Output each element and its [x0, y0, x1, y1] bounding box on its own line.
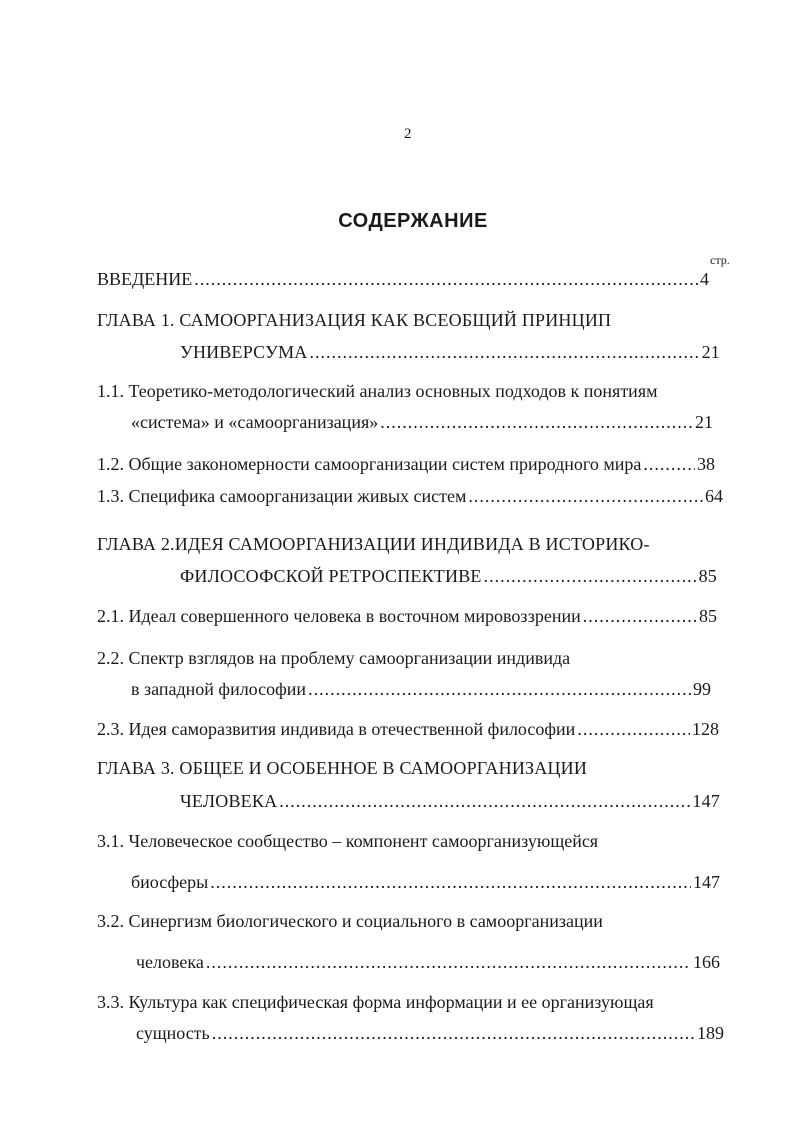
- toc-entry-chapter-3: [180, 790, 720, 812]
- toc-leader-dots: [210, 871, 691, 893]
- toc-entry-page: 99: [693, 679, 711, 699]
- toc-entry-page: 21: [695, 412, 713, 432]
- toc-entry-title: 2.3. Идея саморазвития индивида в отечественной философии: [97, 719, 576, 739]
- toc-entry-title: человека: [136, 952, 204, 972]
- toc-leader-dots: [380, 411, 693, 433]
- toc-entry-section-3-2: [136, 951, 720, 973]
- toc-entry-title: ВВЕДЕНИЕ: [97, 269, 193, 289]
- toc-section-3-2-title: 3.2. Синергизм биологического и социального в самоорганизации: [97, 911, 603, 931]
- toc-entry-section-1-1: [131, 411, 713, 433]
- toc-leader-dots: [212, 1022, 695, 1044]
- toc-entry-section-2-1: [97, 605, 717, 627]
- toc-entry-page: 4: [700, 269, 709, 289]
- toc-entry-title: 1.2. Общие закономерности самоорганизации систем природного мира: [97, 454, 642, 474]
- toc-entry-page: 189: [697, 1023, 724, 1043]
- toc-entry-title: ЧЕЛОВЕКА: [180, 791, 278, 811]
- toc-leader-dots: [194, 268, 698, 290]
- toc-entry-title: «система» и «самоорганизация»: [131, 412, 379, 432]
- toc-entry-section-1-3: [97, 485, 723, 507]
- toc-entry-title: биосферы: [131, 872, 209, 892]
- toc-entry-section-3-3: [136, 1022, 724, 1044]
- toc-entry-page: 147: [693, 872, 720, 892]
- toc-leader-dots: [468, 485, 703, 507]
- toc-entry-title: 1.3. Специфика самоорганизации живых систем: [97, 486, 467, 506]
- toc-entry-page: 64: [705, 486, 723, 506]
- toc-entry-page: 166: [693, 952, 720, 972]
- toc-entry-chapter-2: [180, 565, 717, 587]
- toc-section-3-1-title: 3.1. Человеческое сообщество – компонент самоорганизующейся: [97, 831, 599, 851]
- toc-entry-page: 21: [701, 342, 720, 362]
- toc-entry-section-3-1: [131, 871, 720, 893]
- page-number: 2: [404, 126, 412, 142]
- toc-entry-section-1-2: [97, 453, 715, 475]
- toc-entry-page: 147: [692, 791, 720, 811]
- toc-leader-dots: [577, 718, 690, 740]
- toc-entry-title: в западной философии: [131, 679, 307, 699]
- toc-chapter-2-title: ГЛАВА 2.ИДЕЯ САМООРГАНИЗАЦИИ ИНДИВИДА В ИСТОРИКО-: [97, 534, 650, 554]
- toc-leader-dots: [484, 565, 697, 587]
- page-column-label: стр.: [710, 253, 730, 267]
- toc-entry-title: сущность: [136, 1023, 210, 1043]
- toc-leader-dots: [279, 790, 690, 812]
- toc-entry-section-2-3: [97, 718, 719, 740]
- toc-chapter-3-title: ГЛАВА 3. ОБЩЕЕ И ОСОБЕННОЕ В САМООРГАНИЗАЦИИ: [97, 758, 588, 778]
- toc-entry-title: ФИЛОСОФСКОЙ РЕТРОСПЕКТИВЕ: [180, 566, 482, 586]
- toc-leader-dots: [310, 341, 700, 363]
- toc-entry-title: УНИВЕРСУМА: [180, 342, 308, 362]
- toc-section-1-1-title: 1.1. Теоретико-методологический анализ основных подходов к понятиям: [97, 381, 658, 401]
- toc-leader-dots: [206, 951, 691, 973]
- toc-entry-chapter-1: [180, 341, 720, 363]
- toc-entry-section-2-2: [131, 678, 711, 700]
- toc-section-3-3-title: 3.3. Культура как специфическая форма информации и ее организующая: [97, 992, 654, 1012]
- page-title: СОДЕРЖАНИЕ: [338, 210, 488, 232]
- toc-leader-dots: [308, 678, 691, 700]
- toc-section-2-2-title: 2.2. Спектр взглядов на проблему самоорганизации индивида: [97, 648, 571, 668]
- toc-entry-title: 2.1. Идеал совершенного человека в восточном мировоззрении: [97, 606, 581, 626]
- toc-entry-page: 85: [698, 566, 717, 586]
- toc-leader-dots: [643, 453, 695, 475]
- toc-entry-page: 85: [699, 606, 717, 626]
- toc-entry-page: 128: [692, 719, 719, 739]
- toc-chapter-1-title: ГЛАВА 1. САМООРГАНИЗАЦИЯ КАК ВСЕОБЩИЙ ПРИНЦИП: [97, 310, 612, 330]
- toc-entry-intro: [97, 268, 709, 290]
- toc-leader-dots: [583, 605, 697, 627]
- toc-entry-page: 38: [697, 454, 715, 474]
